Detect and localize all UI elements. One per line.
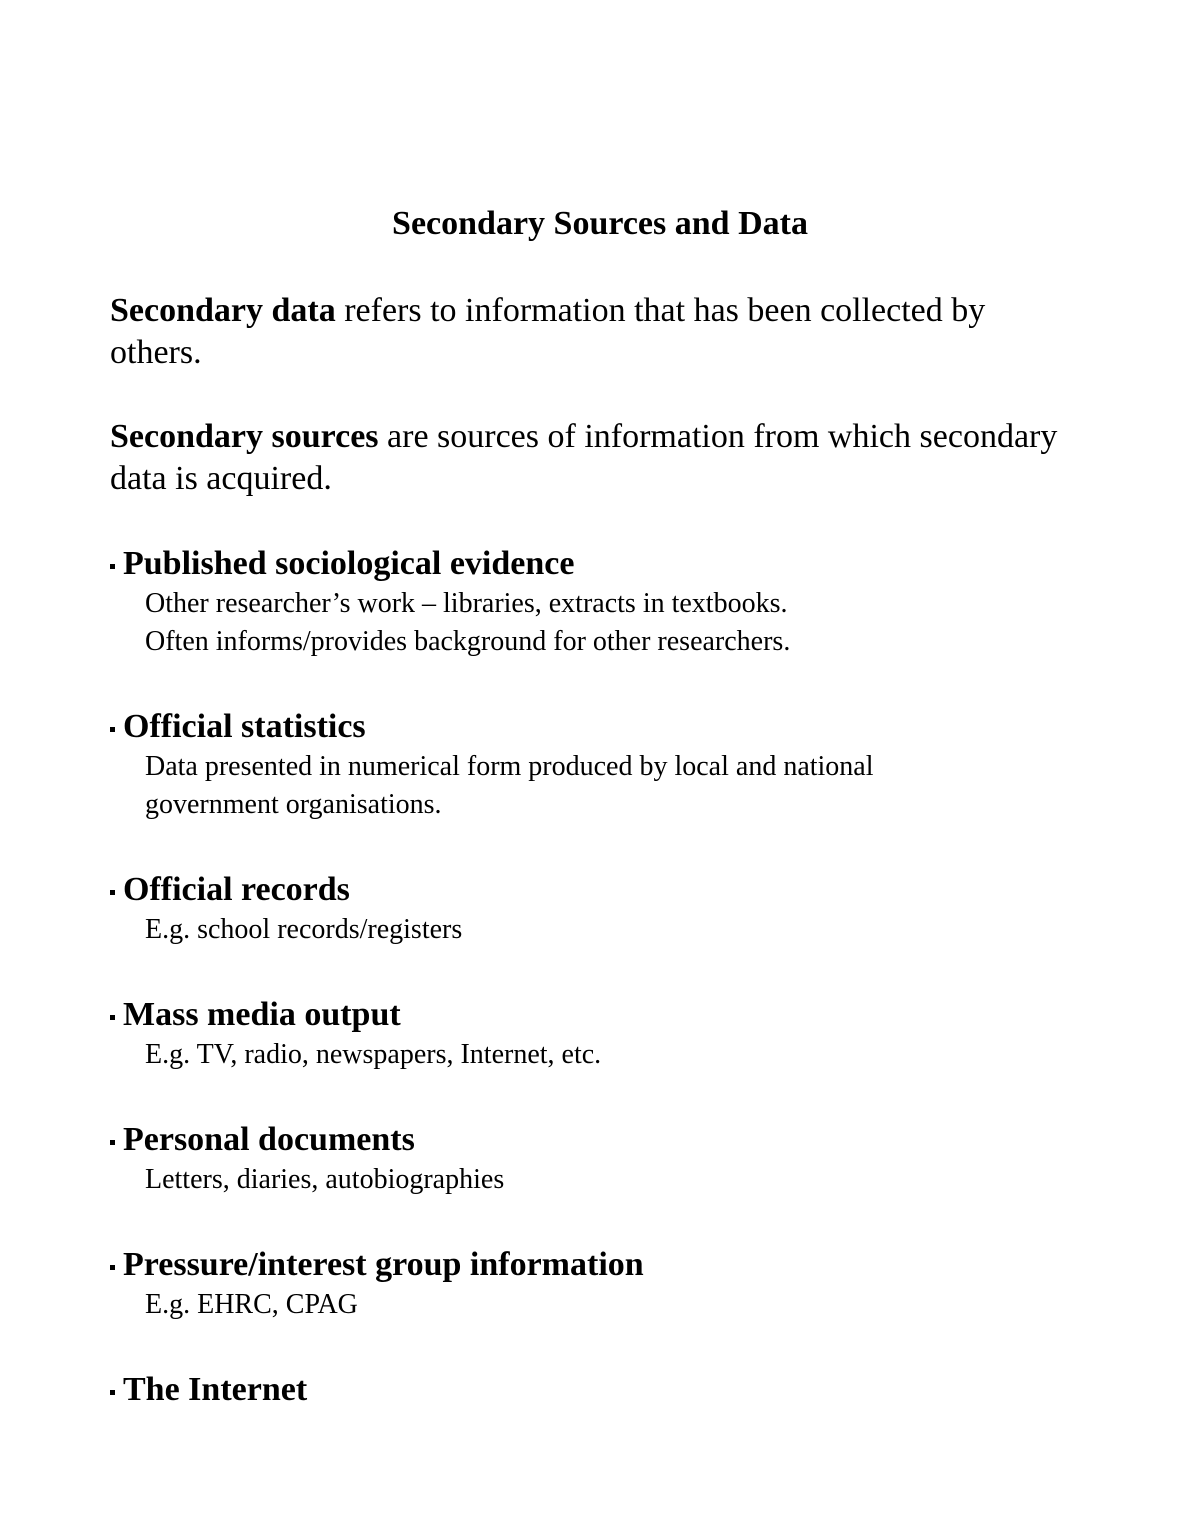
bullet-icon <box>110 1140 115 1145</box>
bullet-icon <box>110 1265 115 1270</box>
description-line: E.g. EHRC, CPAG <box>145 1289 358 1320</box>
list-item-heading: Published sociological evidence <box>123 545 575 582</box>
definition-text: refers to information that has been collected by others. <box>110 292 986 371</box>
list-item-internet <box>110 1369 1070 1411</box>
list-item-description <box>145 585 1070 661</box>
definition-term: Secondary data <box>110 292 336 329</box>
description-line: Data presented in numerical form produced by local and national government organisations. <box>145 751 874 820</box>
list-item-heading: Pressure/interest group information <box>123 1246 644 1283</box>
list-item-heading: Official statistics <box>123 708 366 745</box>
list-item-published-evidence <box>110 543 1070 661</box>
description-line: Letters, diaries, autobiographies <box>145 1164 505 1195</box>
list-item-heading: Official records <box>123 871 350 908</box>
bullet-icon <box>110 1015 115 1020</box>
description-line: Often informs/provides background for other researchers. <box>145 626 791 657</box>
definition-term: Secondary sources <box>110 418 379 455</box>
bullet-icon <box>110 727 115 732</box>
page-title: Secondary Sources and Data <box>392 205 808 242</box>
list-item-personal-documents <box>110 1119 1070 1199</box>
list-item-description <box>145 1036 1070 1074</box>
list-item-description <box>145 911 1070 949</box>
definition-secondary-data <box>110 290 1070 374</box>
list-item-official-records <box>110 869 1070 949</box>
list-item-heading: The Internet <box>123 1371 308 1408</box>
list-item-pressure-groups <box>110 1244 1070 1324</box>
bullet-icon <box>110 890 115 895</box>
list-item-official-statistics <box>110 706 1070 824</box>
list-item-description <box>145 748 1005 824</box>
list-item-heading: Mass media output <box>123 996 401 1033</box>
definition-text: are sources of information from which secondary data is acquired. <box>110 418 1058 497</box>
list-item-heading: Personal documents <box>123 1121 415 1158</box>
description-line: E.g. TV, radio, newspapers, Internet, etc. <box>145 1039 602 1070</box>
list-item-description <box>145 1161 1070 1199</box>
description-line: E.g. school records/registers <box>145 914 463 945</box>
bullet-icon <box>110 1390 115 1395</box>
bullet-icon <box>110 564 115 569</box>
definition-secondary-sources <box>110 416 1070 500</box>
description-line: Other researcher’s work – libraries, extracts in textbooks. <box>145 588 788 619</box>
list-item-mass-media <box>110 994 1070 1074</box>
list-item-description <box>145 1286 1070 1324</box>
